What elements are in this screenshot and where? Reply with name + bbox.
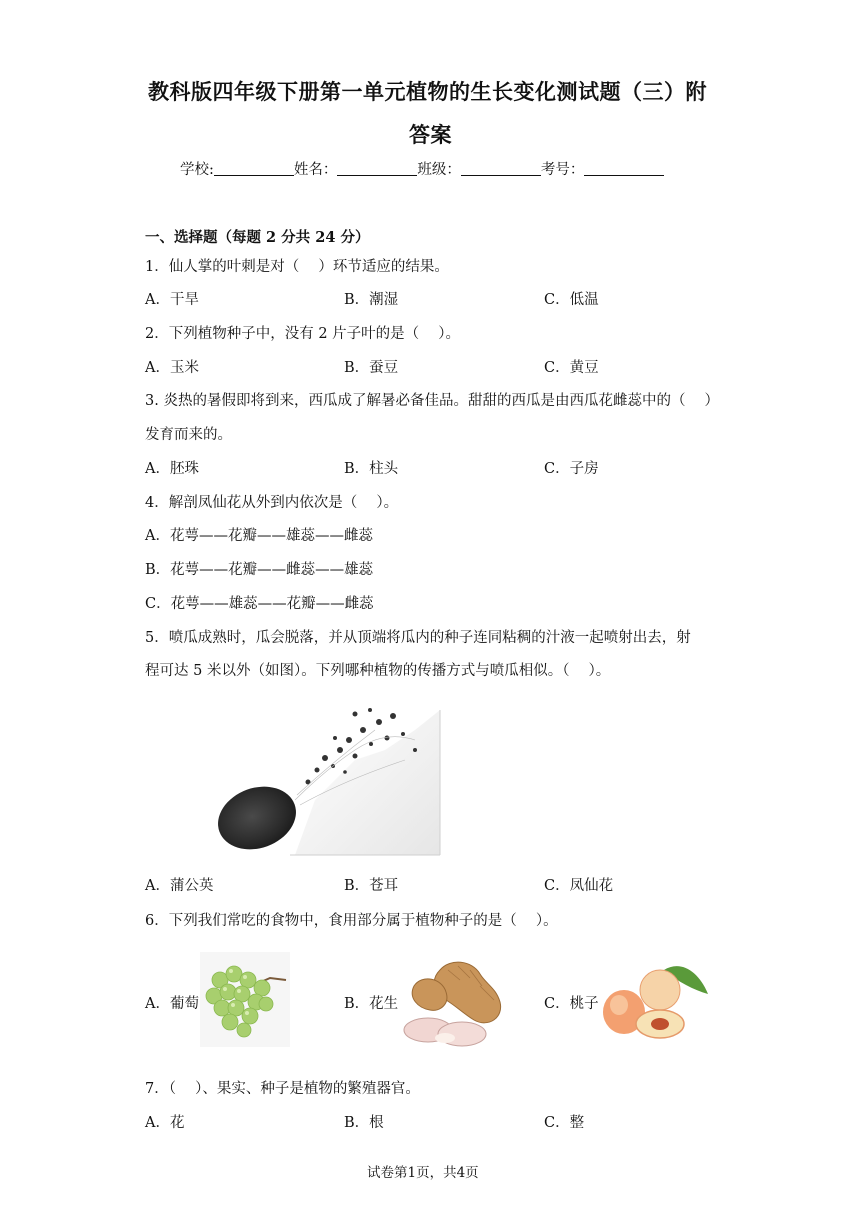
info-row xyxy=(180,158,664,179)
q2-option-b: B．蚕豆 xyxy=(344,360,399,376)
q1-option-b: B．潮湿 xyxy=(344,292,399,308)
q3-option-b: B．柱头 xyxy=(344,461,399,477)
page-footer: 试卷第1页，共4页 xyxy=(367,1165,479,1181)
class-blank xyxy=(461,161,541,176)
q6-option-a: A．葡萄 xyxy=(145,996,199,1012)
squirting-cucumber-image xyxy=(215,700,445,860)
exam-no-blank xyxy=(584,161,664,176)
q5-option-c: C．凤仙花 xyxy=(544,878,614,894)
q3-option-a: A．胚珠 xyxy=(145,461,199,477)
q1-stem: 1．仙人掌的叶刺是对（ ）环节适应的结果。 xyxy=(145,259,449,275)
q4-option-b: B．花萼——花瓣——雌蕊——雄蕊 xyxy=(145,562,374,578)
peach-image xyxy=(602,960,712,1044)
q7-option-b: B．根 xyxy=(344,1115,384,1131)
q6-option-b: B．花生 xyxy=(344,996,399,1012)
q4-stem: 4．解剖凤仙花从外到内依次是（ ）。 xyxy=(145,495,399,511)
exam-no-label: 考号： xyxy=(540,162,585,178)
q1-option-c: C．低温 xyxy=(544,292,599,308)
q1-option-a: A．干旱 xyxy=(145,292,199,308)
q4-option-a: A．花萼——花瓣——雄蕊——雌蕊 xyxy=(145,528,373,544)
name-blank xyxy=(337,161,417,176)
school-label: 学校: xyxy=(180,162,214,178)
q6-option-c: C．桃子 xyxy=(544,996,599,1012)
q3-stem-line1: 3. 炎热的暑假即将到来，西瓜成了解暑必备佳品。甜甜的西瓜是由西瓜花雌蕊中的（ ） xyxy=(145,393,720,409)
q7-stem: 7．（ ）、果实、种子是植物的繁殖器官。 xyxy=(145,1081,420,1097)
q3-stem-line2: 发育而来的。 xyxy=(145,427,232,443)
class-label: 班级： xyxy=(417,162,461,178)
q2-stem: 2．下列植物种子中，没有 2 片子叶的是（ ）。 xyxy=(145,326,461,342)
q5-stem-line2: 程可达 5 米以外（如图）。下列哪种植物的传播方式与喷瓜相似。（ ）。 xyxy=(145,663,611,679)
q5-option-b: B．苍耳 xyxy=(344,878,399,894)
q3-option-c: C．子房 xyxy=(544,461,599,477)
name-label: 姓名： xyxy=(293,162,338,178)
q5-stem-line1: 5．喷瓜成熟时，瓜会脱落，并从顶端将瓜内的种子连同粘稠的汁液一起喷射出去，射 xyxy=(145,630,691,646)
q4-option-c: C．花萼——雄蕊——花瓣——雌蕊 xyxy=(145,596,374,612)
school-blank xyxy=(214,161,294,176)
q6-stem: 6．下列我们常吃的食物中，食用部分属于植物种子的是（ ）。 xyxy=(145,913,558,929)
q2-option-a: A．玉米 xyxy=(145,360,199,376)
q7-option-c: C．整 xyxy=(544,1115,585,1131)
grapes-image xyxy=(200,952,290,1047)
page-title-line1: 教科版四年级下册第一单元植物的生长变化测试题（三）附 xyxy=(148,80,707,104)
page-title-line2: 答案 xyxy=(409,123,452,147)
peanut-image xyxy=(400,940,512,1060)
q7-option-a: A．花 xyxy=(145,1115,185,1131)
q2-option-c: C．黄豆 xyxy=(544,360,599,376)
q5-option-a: A．蒲公英 xyxy=(145,878,214,894)
section-heading: 一、选择题（每题 2 分共 24 分） xyxy=(145,229,370,246)
